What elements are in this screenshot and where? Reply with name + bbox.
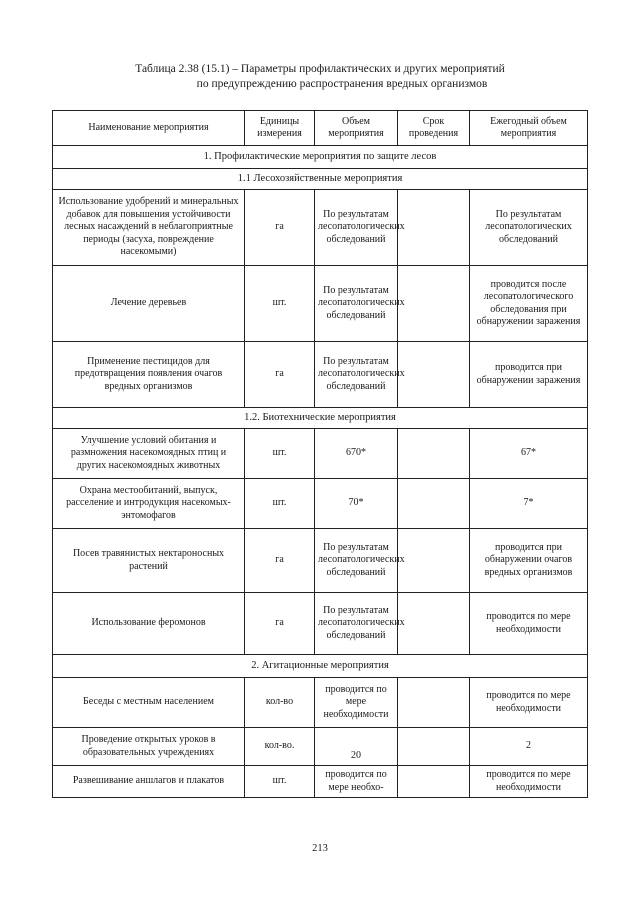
cell-unit: га — [245, 190, 315, 266]
cell-name: Улучшение условий обитания и размножения насекомоядных птиц и других насекомоядных животных — [53, 429, 245, 479]
cell-unit: кол-во. — [245, 728, 315, 766]
cell-annual: 67* — [470, 429, 588, 479]
header-annual: Ежегодный объем мероприятия — [470, 111, 588, 146]
cell-name: Беседы с местным населением — [53, 678, 245, 728]
cell-unit: шт. — [245, 766, 315, 798]
cell-name: Применение пестицидов для предотвращения появления очагов вредных организмов — [53, 342, 245, 408]
header-row — [53, 111, 588, 146]
cell-name: Использование удобрений и минеральных добавок для повышения устойчивости лесных насаждений в неблагоприятные периоды (засуха, повреждение насекомыми) — [53, 190, 245, 266]
caption-line-1: Таблица 2.38 (15.1) – Параметры профилактических и других мероприятий — [135, 63, 505, 75]
table-row — [53, 342, 588, 408]
cell-unit: га — [245, 593, 315, 655]
cell-volume: 20 — [315, 728, 398, 766]
cell-annual: проводится при обнаружении очагов вредных организмов — [470, 529, 588, 593]
cell-name: Развешивание аншлагов и плакатов — [53, 766, 245, 798]
table-row — [53, 266, 588, 342]
cell-volume: По результатам лесопатологических обследований — [315, 529, 398, 593]
cell-volume: По результатам лесопатологических обследований — [315, 190, 398, 266]
cell-unit: кол-во — [245, 678, 315, 728]
cell-name: Охрана местообитаний, выпуск, расселение и интродукция насекомых-энтомофагов — [53, 479, 245, 529]
table-row — [53, 429, 588, 479]
cell-annual: 2 — [470, 728, 588, 766]
cell-name: Посев травянистых нектароносных растений — [53, 529, 245, 593]
cell-volume: По результатам лесопатологических обследований — [315, 593, 398, 655]
cell-annual: проводится при обнаружении заражения — [470, 342, 588, 408]
measures-table — [52, 110, 588, 798]
header-unit: Единицы измерения — [245, 111, 315, 146]
table-row — [53, 593, 588, 655]
section-heading: 2. Агитационные мероприятия — [53, 655, 588, 678]
cell-annual: проводится по мере необходимости — [470, 678, 588, 728]
page-number: 213 — [312, 843, 328, 854]
cell-volume: проводится по мере необходимости — [315, 678, 398, 728]
cell-unit: шт. — [245, 266, 315, 342]
table-row — [53, 766, 588, 798]
header-volume: Объем мероприятия — [315, 111, 398, 146]
table-caption — [0, 62, 640, 92]
cell-name: Лечение деревьев — [53, 266, 245, 342]
cell-volume: 670* — [315, 429, 398, 479]
cell-term — [398, 479, 470, 529]
cell-unit: шт. — [245, 479, 315, 529]
header-term: Срок проведения — [398, 111, 470, 146]
cell-term — [398, 429, 470, 479]
section-heading: 1. Профилактические мероприятия по защите лесов — [53, 146, 588, 169]
cell-annual: проводится по мере необходимости — [470, 766, 588, 798]
cell-term — [398, 529, 470, 593]
cell-unit: га — [245, 529, 315, 593]
cell-unit: шт. — [245, 429, 315, 479]
cell-term — [398, 593, 470, 655]
cell-annual: проводится по мере необходимости — [470, 593, 588, 655]
cell-term — [398, 190, 470, 266]
subsection-heading: 1.1 Лесохозяйственные мероприятия — [53, 169, 588, 190]
cell-term — [398, 266, 470, 342]
cell-name: Проведение открытых уроков в образовательных учреждениях — [53, 728, 245, 766]
cell-annual: 7* — [470, 479, 588, 529]
cell-volume: проводится по мере необхо- — [315, 766, 398, 798]
table-row — [53, 529, 588, 593]
cell-annual: По результатам лесопатологических обследований — [470, 190, 588, 266]
cell-term — [398, 766, 470, 798]
cell-volume: 70* — [315, 479, 398, 529]
table-row — [53, 728, 588, 766]
cell-annual: проводится после лесопатологического обследования при обнаружении заражения — [470, 266, 588, 342]
subsection-heading: 1.2. Биотехнические мероприятия — [53, 408, 588, 429]
cell-unit: га — [245, 342, 315, 408]
table-row — [53, 479, 588, 529]
table-row — [53, 190, 588, 266]
cell-name: Использование феромонов — [53, 593, 245, 655]
table-row — [53, 678, 588, 728]
cell-volume: По результатам лесопатологических обследований — [315, 266, 398, 342]
cell-term — [398, 342, 470, 408]
cell-term — [398, 728, 470, 766]
header-name: Наименование мероприятия — [53, 111, 245, 146]
caption-line-2: по предупреждению распространения вредных организмов — [196, 78, 488, 90]
cell-volume: По результатам лесопатологических обследований — [315, 342, 398, 408]
cell-term — [398, 678, 470, 728]
